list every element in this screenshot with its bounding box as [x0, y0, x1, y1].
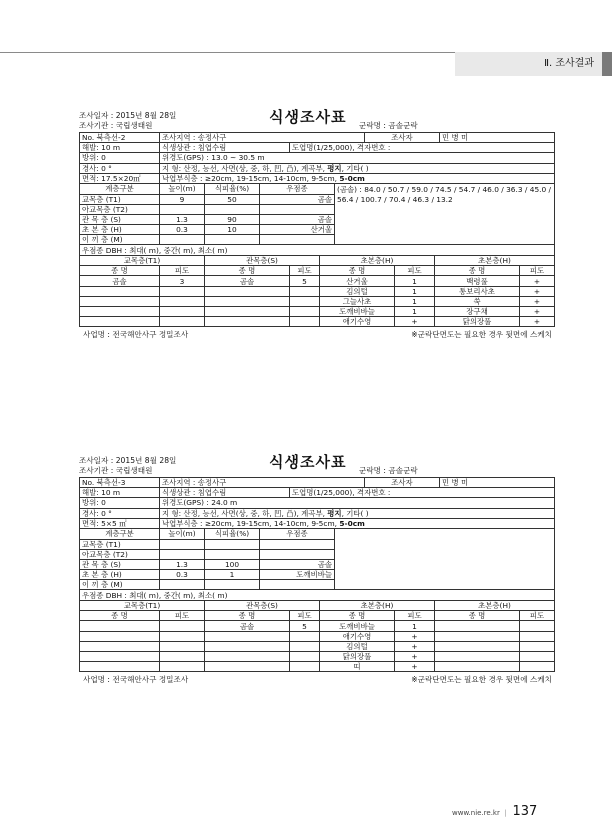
layer-cell: 산거울	[260, 225, 335, 235]
layer-cell: 9	[160, 194, 205, 204]
species-row	[80, 652, 555, 662]
layer-cell	[160, 539, 205, 549]
species-name-cell	[205, 662, 290, 672]
dominant-dbh: 우점종 DBH : 최대( m), 중간( m), 최소( m)	[80, 245, 555, 255]
cover-cell: 1	[395, 286, 435, 296]
species-name-cell	[205, 317, 290, 327]
cover-cell	[290, 662, 320, 672]
slope: 경사: 0 °	[80, 508, 160, 518]
species-row	[80, 276, 555, 286]
survey-organization: 조사기관 : 국립생태원	[79, 466, 153, 475]
dominant-dbh: 우점종 DBH : 최대( m), 중간( m), 최소( m)	[80, 590, 555, 600]
species-table	[79, 255, 555, 327]
species-row	[80, 621, 555, 631]
column-header-cell: 종 명	[205, 611, 290, 621]
table-row	[80, 590, 555, 600]
species-row	[80, 641, 555, 651]
column-header-cell: 피도	[395, 611, 435, 621]
group-header-cell: 초본층(H)	[320, 256, 435, 266]
species-name-cell: 닭의장풀	[320, 652, 395, 662]
layer-cell: 1.3	[160, 559, 205, 569]
column-header-cell: 피도	[160, 611, 205, 621]
table-row	[80, 518, 555, 528]
species-name-cell: 백령풀	[435, 276, 520, 286]
table-row	[80, 143, 555, 153]
cover-cell: 1	[395, 276, 435, 286]
cover-cell: 3	[160, 276, 205, 286]
table-row	[80, 529, 555, 539]
group-header-cell: 초본층(H)	[435, 601, 555, 611]
column-header-cell: 피도	[290, 611, 320, 621]
investigator-name: 민 병 미	[440, 478, 555, 488]
layer-cell: 곰솔	[260, 194, 335, 204]
column-header-cell: 피도	[160, 266, 205, 276]
column-header-cell: 종 명	[205, 266, 290, 276]
layer-cell: 0.3	[160, 570, 205, 580]
layer-cell: 교목층 (T1)	[80, 194, 160, 204]
species-name-cell	[80, 286, 160, 296]
gps: 위경도(GPS) : 13.0 ~ 30.5 m	[160, 153, 555, 163]
species-name-cell: 장구채	[435, 307, 520, 317]
layer-table	[79, 528, 555, 600]
map-sheet: 도엽명(1/25,000), 격자번호 :	[290, 488, 555, 498]
survey-organization: 조사기관 : 국립생태원	[79, 121, 153, 130]
table-row	[80, 266, 555, 276]
sheet-header	[79, 455, 554, 477]
litter-options: 낙엽부식층 : ≥20cm, 19-15cm, 14-10cm, 9-5cm,	[162, 518, 340, 528]
cover-cell	[290, 286, 320, 296]
layer-cell	[160, 580, 205, 590]
cover-cell: +	[520, 317, 555, 327]
species-name-cell	[80, 317, 160, 327]
table-row	[80, 133, 555, 143]
species-row	[80, 286, 555, 296]
layer-cell	[205, 549, 260, 559]
species-name-cell: 도깨비바늘	[320, 621, 395, 631]
layer-cell: 1	[205, 570, 260, 580]
column-header-cell: 피도	[395, 266, 435, 276]
group-header-cell: 관목층(S)	[205, 256, 320, 266]
column-header-cell: 피도	[520, 266, 555, 276]
table-row	[80, 478, 555, 488]
survey-date: 조사일자 : 2015년 8월 28일	[79, 111, 177, 120]
page-footer	[452, 804, 537, 819]
species-row	[80, 662, 555, 672]
chapter-marker	[602, 52, 612, 76]
column-header-cell: 종 명	[80, 266, 160, 276]
species-name-cell: 산거울	[320, 276, 395, 286]
species-row	[80, 631, 555, 641]
aspect: 방위: 0	[80, 153, 160, 163]
cover-cell	[290, 631, 320, 641]
remarks: (곰솔) : 84.0 / 50.7 / 59.0 / 74.5 / 54.7 / 46.0 / 36.3 / 45.0 / 56.4 / 100.7 / 70.4 / 46.3 / 13.2	[335, 184, 555, 245]
cover-cell	[520, 662, 555, 672]
group-header-cell: 관목층(S)	[205, 601, 320, 611]
cover-cell: +	[395, 652, 435, 662]
layer-cell: 도깨비바늘	[260, 570, 335, 580]
layer-header-cell: 계층구분	[80, 184, 160, 194]
investigator-label: 조사자	[365, 133, 440, 143]
terrain-other: , 기타( )	[341, 163, 369, 173]
layer-cell	[160, 204, 205, 214]
layer-header-cell: 우점종	[260, 529, 335, 539]
cover-cell	[160, 662, 205, 672]
survey-area: 조사지역 : 송정사구	[160, 478, 365, 488]
table-row	[80, 488, 555, 498]
column-header-cell: 종 명	[80, 611, 160, 621]
altitude: 해발: 10 m	[80, 143, 160, 153]
layer-header-cell: 높이(m)	[160, 529, 205, 539]
column-header-cell: 종 명	[435, 266, 520, 276]
cover-cell	[290, 641, 320, 651]
footer-divider: |	[504, 809, 507, 817]
species-row	[80, 317, 555, 327]
species-name-cell	[205, 286, 290, 296]
species-name-cell: 곰솔	[80, 276, 160, 286]
sheet-footer	[79, 329, 554, 341]
layer-cell	[205, 235, 260, 245]
layer-header-cell: 우점종	[260, 184, 335, 194]
layer-cell: 10	[205, 225, 260, 235]
terrain-other: , 기타( )	[341, 508, 369, 518]
species-name-cell: 쑥	[435, 296, 520, 306]
species-name-cell: 곰솔	[205, 276, 290, 286]
layer-cell: 1.3	[160, 214, 205, 224]
cover-cell	[520, 621, 555, 631]
table-row	[80, 173, 555, 183]
layer-cell	[260, 539, 335, 549]
chapter-tab	[455, 52, 612, 76]
layer-cell	[205, 204, 260, 214]
cover-cell: +	[520, 286, 555, 296]
layer-cell: 곰솔	[260, 214, 335, 224]
species-name-cell	[205, 631, 290, 641]
species-name-cell: 닭의장풀	[435, 317, 520, 327]
cover-cell	[290, 317, 320, 327]
species-name-cell: 그늘사초	[320, 296, 395, 306]
plot-number: No. 북측선-3	[80, 478, 160, 488]
cover-cell: +	[395, 641, 435, 651]
group-header-cell: 초본층(H)	[435, 256, 555, 266]
altitude: 해발: 10 m	[80, 488, 160, 498]
litter-selected: 5-0cm	[339, 173, 365, 183]
litter-layer	[160, 518, 555, 528]
gps: 위경도(GPS) : 24.0 m	[160, 498, 555, 508]
layer-cell	[260, 235, 335, 245]
layer-cell: 50	[205, 194, 260, 204]
cover-cell	[520, 652, 555, 662]
survey-sheet	[79, 110, 554, 341]
cover-cell	[160, 317, 205, 327]
group-header-cell: 초본층(H)	[320, 601, 435, 611]
species-table	[79, 600, 555, 672]
cover-cell	[160, 296, 205, 306]
cover-cell: +	[520, 296, 555, 306]
physiognomy: 식생상관 : 침엽수림	[160, 143, 290, 153]
survey-sheet	[79, 455, 554, 686]
layer-cell	[160, 235, 205, 245]
plot-size: 면적: 17.5×20㎡	[80, 173, 160, 183]
species-name-cell	[435, 641, 520, 651]
plot-size: 면적: 5×5 ㎡	[80, 518, 160, 528]
species-name-cell	[205, 296, 290, 306]
cover-cell	[520, 641, 555, 651]
survey-date: 조사일자 : 2015년 8월 28일	[79, 456, 177, 465]
litter-options: 낙엽부식층 : ≥20cm, 19-15cm, 14-10cm, 9-5cm,	[162, 173, 340, 183]
species-name-cell	[435, 621, 520, 631]
terrain	[160, 163, 555, 173]
terrain-options: 지 형: 산정, 능선, 사면(상, 중, 하, 凹, 凸), 계곡부,	[162, 163, 328, 173]
layer-cell: 관 목 층 (S)	[80, 559, 160, 569]
slope: 경사: 0 °	[80, 163, 160, 173]
chapter-title: Ⅱ. 조사결과	[544, 58, 594, 69]
terrain	[160, 508, 555, 518]
survey-area: 조사지역 : 송정사구	[160, 133, 365, 143]
project-name: 사업명 : 전국해안사구 정밀조사	[83, 330, 189, 340]
sheet-title: 식생조사표	[269, 108, 347, 126]
cover-cell: +	[520, 276, 555, 286]
table-row	[80, 256, 555, 266]
layer-cell	[205, 580, 260, 590]
species-name-cell	[80, 307, 160, 317]
table-row	[80, 163, 555, 173]
map-sheet: 도엽명(1/25,000), 격자번호 :	[290, 143, 555, 153]
site-info-table	[79, 132, 555, 184]
sheet-header	[79, 110, 554, 132]
terrain-selected: 평지	[327, 508, 342, 518]
cover-cell	[160, 621, 205, 631]
table-row	[80, 184, 555, 194]
litter-layer	[160, 173, 555, 183]
column-header-cell: 종 명	[320, 611, 395, 621]
species-row	[80, 296, 555, 306]
cover-cell	[290, 652, 320, 662]
table-row	[80, 498, 555, 508]
cover-cell: +	[520, 307, 555, 317]
remarks	[335, 529, 555, 590]
cover-cell	[290, 307, 320, 317]
cover-cell	[290, 296, 320, 306]
cover-cell: 5	[290, 276, 320, 286]
species-name-cell: 김의털	[320, 641, 395, 651]
table-row	[80, 611, 555, 621]
table-row	[80, 245, 555, 255]
layer-cell: 교목층 (T1)	[80, 539, 160, 549]
layer-cell	[260, 204, 335, 214]
layer-cell: 이 끼 층 (M)	[80, 235, 160, 245]
species-name-cell	[80, 641, 160, 651]
species-name-cell	[205, 641, 290, 651]
page-number: 137	[512, 804, 538, 819]
cover-cell	[520, 631, 555, 641]
header-rule	[0, 52, 455, 53]
layer-cell	[160, 549, 205, 559]
species-name-cell	[435, 662, 520, 672]
layer-cell: 이 끼 층 (M)	[80, 580, 160, 590]
cover-cell: 1	[395, 621, 435, 631]
species-name-cell	[80, 296, 160, 306]
species-name-cell: 도깨비바늘	[320, 307, 395, 317]
physiognomy: 식생상관 : 침엽수림	[160, 488, 290, 498]
cover-cell	[160, 631, 205, 641]
layer-header-cell: 식피율(%)	[205, 529, 260, 539]
plot-number: No. 북측선-2	[80, 133, 160, 143]
layer-header-cell: 계층구분	[80, 529, 160, 539]
layer-cell	[260, 580, 335, 590]
cover-cell	[160, 286, 205, 296]
sheet-footer	[79, 674, 554, 686]
table-row	[80, 508, 555, 518]
species-name-cell	[205, 652, 290, 662]
terrain-options: 지 형: 산정, 능선, 사면(상, 중, 하, 凹, 凸), 계곡부,	[162, 508, 328, 518]
cover-cell	[160, 652, 205, 662]
species-name-cell	[80, 662, 160, 672]
sketch-note: ※군락단면도는 필요한 경우 뒷면에 스케치	[411, 330, 552, 340]
group-header-cell: 교목층(T1)	[80, 256, 205, 266]
cover-cell: +	[395, 631, 435, 641]
species-row	[80, 307, 555, 317]
investigator-label: 조사자	[365, 478, 440, 488]
species-name-cell: 곰솔	[205, 621, 290, 631]
layer-cell: 초 본 층 (H)	[80, 225, 160, 235]
species-name-cell	[80, 621, 160, 631]
cover-cell: +	[395, 317, 435, 327]
cover-cell: +	[395, 662, 435, 672]
species-name-cell: 통보리사초	[435, 286, 520, 296]
community-name: 군락명 : 곰솔군락	[359, 121, 418, 130]
species-name-cell: 애기수영	[320, 317, 395, 327]
terrain-selected: 평지	[327, 163, 342, 173]
species-name-cell	[205, 307, 290, 317]
layer-header-cell: 높이(m)	[160, 184, 205, 194]
column-header-cell: 피도	[290, 266, 320, 276]
species-name-cell: 띠	[320, 662, 395, 672]
layer-cell	[205, 539, 260, 549]
table-row	[80, 601, 555, 611]
species-name-cell	[80, 631, 160, 641]
layer-cell: 아교목층 (T2)	[80, 204, 160, 214]
column-header-cell: 종 명	[320, 266, 395, 276]
layer-cell: 0.3	[160, 225, 205, 235]
column-header-cell: 종 명	[435, 611, 520, 621]
table-row	[80, 153, 555, 163]
site-url: www.nie.re.kr	[452, 809, 500, 817]
layer-cell: 곰솔	[260, 559, 335, 569]
sketch-note: ※군락단면도는 필요한 경우 뒷면에 스케치	[411, 675, 552, 685]
species-name-cell: 김의털	[320, 286, 395, 296]
cover-cell: 1	[395, 307, 435, 317]
layer-cell	[260, 549, 335, 559]
cover-cell	[160, 307, 205, 317]
litter-selected: 5-0cm	[339, 518, 365, 528]
sheet-title: 식생조사표	[269, 453, 347, 471]
layer-header-cell: 식피율(%)	[205, 184, 260, 194]
site-info-table	[79, 477, 555, 529]
cover-cell: 5	[290, 621, 320, 631]
species-name-cell	[435, 631, 520, 641]
column-header-cell: 피도	[520, 611, 555, 621]
cover-cell	[160, 641, 205, 651]
species-name-cell	[435, 652, 520, 662]
layer-table	[79, 183, 555, 255]
layer-cell: 관 목 층 (S)	[80, 214, 160, 224]
species-name-cell	[80, 652, 160, 662]
aspect: 방위: 0	[80, 498, 160, 508]
layer-cell: 아교목층 (T2)	[80, 549, 160, 559]
layer-cell: 90	[205, 214, 260, 224]
species-name-cell: 애기수영	[320, 631, 395, 641]
project-name: 사업명 : 전국해안사구 정밀조사	[83, 675, 189, 685]
layer-cell: 초 본 층 (H)	[80, 570, 160, 580]
community-name: 군락명 : 곰솔군락	[359, 466, 418, 475]
group-header-cell: 교목층(T1)	[80, 601, 205, 611]
layer-cell: 100	[205, 559, 260, 569]
cover-cell: 1	[395, 296, 435, 306]
investigator-name: 민 병 미	[440, 133, 555, 143]
